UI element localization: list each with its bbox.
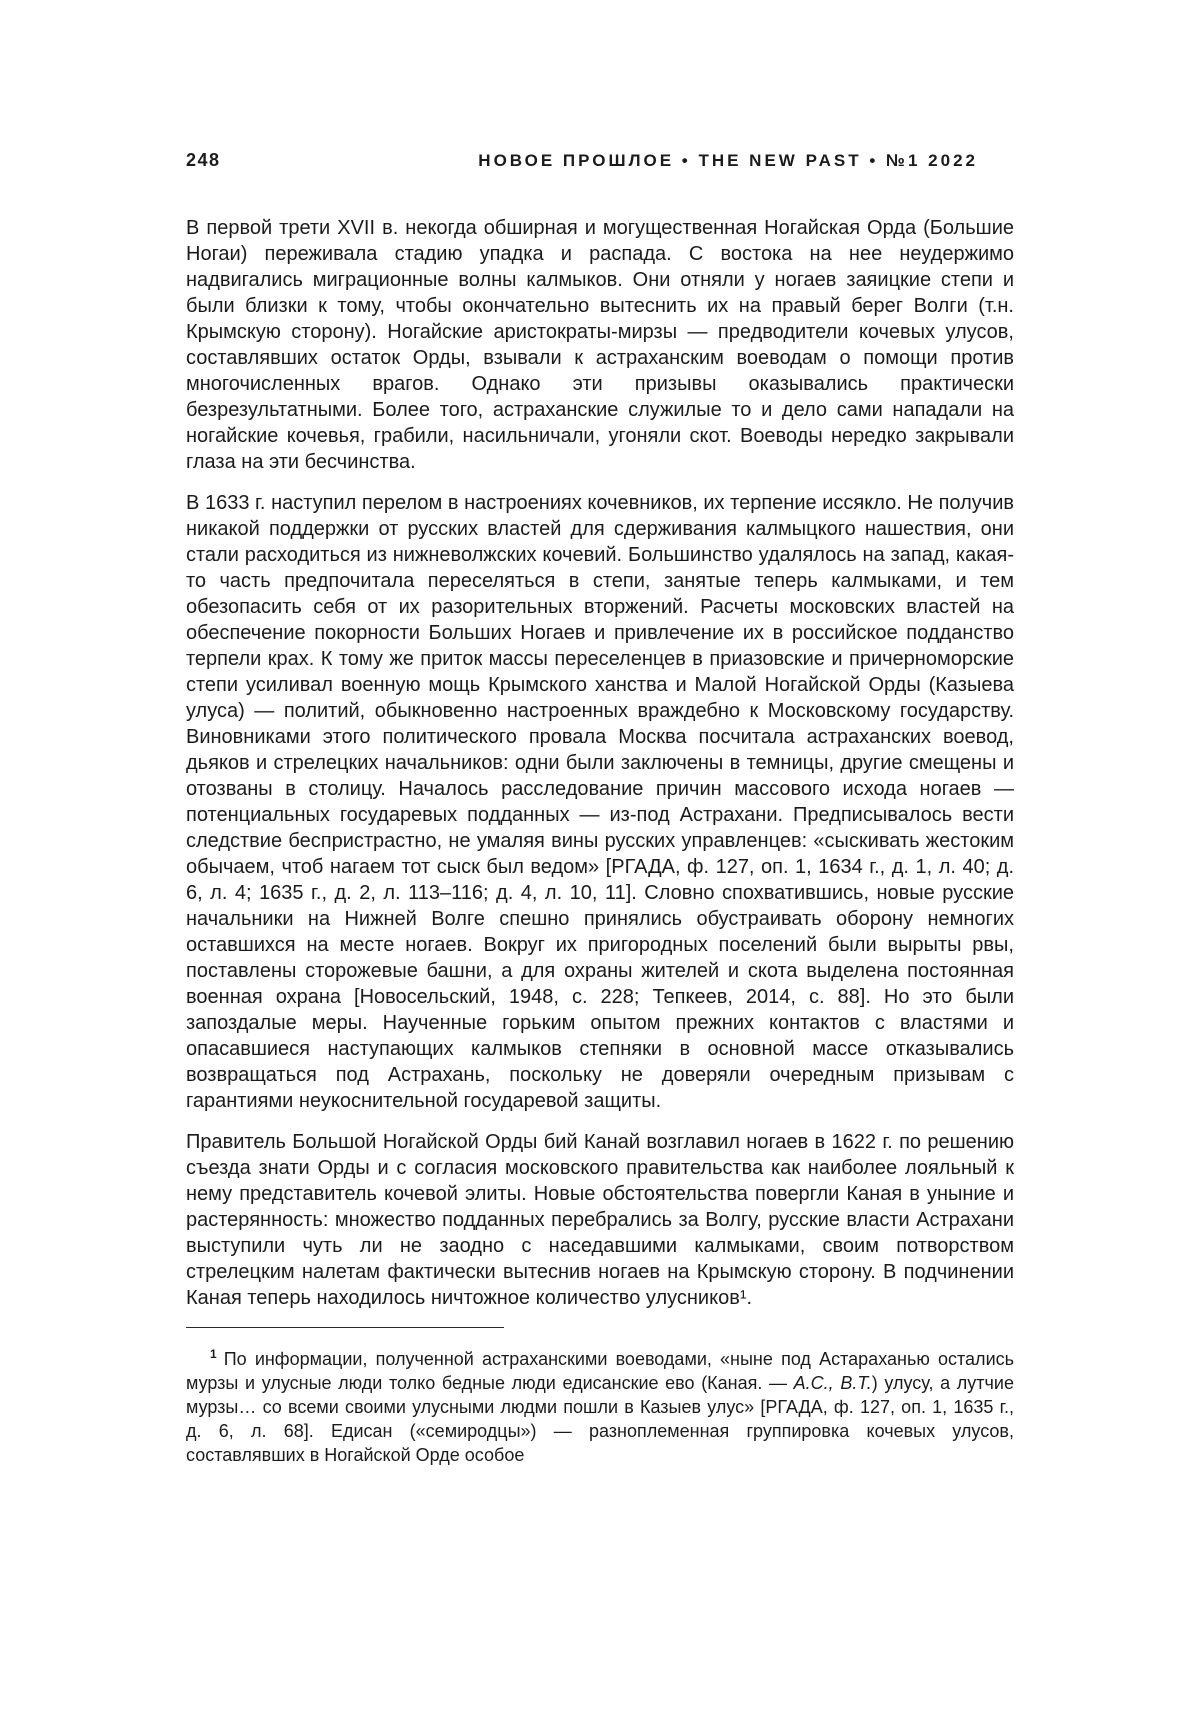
body-paragraph-1: В первой трети XVII в. некогда обширная и могущественная Ногайская Орда (Большие Ногаи) переживала стадию упадка и распада. С востока на нее неудержимо надвигались миграционные волны калмыков. Они отняли у ногаев заяицкие степи и были близки к тому, чтобы окончательно вытеснить их на правый берег Волги (т.н. Крымскую сторону). Ногайские аристократы-мирзы — предводители кочевых улусов, составлявших остаток Орды, взывали к астраханским воеводам о помощи против многочисленных врагов. Однако эти призывы оказывались практически безрезультатными. Более того, астраханские служилые то и дело сами нападали на ногайские кочевья, грабили, насильничали, угоняли скот. Воеводы нередко закрывали глаза на эти бесчинства. xyxy=(186,217,1014,473)
footnote-text: По информации, полученной астраханскими воеводами, «ныне под Астараханью остались мурзы и улусные люди толко бедные люди едисанские ево (Каная. xyxy=(186,1349,1014,1393)
body-paragraph-2: В 1633 г. наступил перелом в настроениях кочевников, их терпение иссякло. Не получив никакой поддержки от русских властей для сдерживания калмыцкого нашествия, они стали расходиться из нижневолжских кочевий. Большинство удалялось на запад, какая-то часть предпочитала переселяться в степи, занятые теперь калмыками, и тем обезопасить себя от их разорительных вторжений. Расчеты московских властей на обеспечение покорности Больших Ногаев и привлечение их в российское подданство терпели крах. К тому же приток массы переселенцев в приазовские и причерноморские степи усиливал военную мощь Крымского ханства и Малой Ногайской Орды (Казыева улуса) — политий, обыкновенно настроенных враждебно к Московскому государству. Виновниками этого политического провала Москва посчитала астраханских воевод, дьяков и стрелецких начальников: одни были заключены в темницы, другие смещены и отозваны в столицу. Началось расследование причин массового исхода ногаев — потенциальных государевых подданных — из-под Астрахани. Предписывалось вести следствие беспристрастно, не умаляя вины русских управленцев: «сыскивать жестоким обычаем, чтоб нагаем тот сыск был ведом» [РГАДА, ф. 127, оп. 1, 1634 г., д. 1, л. 40; д. 6, л. 4; 1635 г., д. 2, л. 113–116; д. 4, л. 10, 11]. Словно спохватившись, новые русские начальники на Нижней Волге спешно принялись обустраивать оборону немногих оставшихся на месте ногаев. Вокруг их пригородных поселений были вырыты рвы, поставлены сторожевые башни, а для охраны жителей и скота выделена постоянная военная охрана [Новосельский, 1948, с. 228; Тепкеев, 2014, с. 88]. Но это были запоздалые меры. Наученные горьким опытом прежних контактов с властями и опасавшиеся наступающих калмыков степняки в основной массе отказывались возвращаться под Астрахань, поскольку не доверяли очередным призывам с гарантиями неукоснительной государевой защиты. xyxy=(186,492,1014,1112)
footnote-marker: 1 xyxy=(210,1347,217,1361)
journal-running-title: НОВОЕ ПРОШЛОЕ • THE NEW PAST • №1 2022 xyxy=(478,151,978,170)
footnote-divider xyxy=(186,1327,504,1328)
page-header xyxy=(186,150,1014,171)
footnote xyxy=(186,1342,1014,1467)
article-body xyxy=(186,215,1014,1311)
footnote-editors-initials: — А.С., В.Т. xyxy=(769,1373,872,1393)
page-number: 248 xyxy=(186,150,221,170)
footnote-area xyxy=(186,1327,1014,1467)
body-paragraph-3: Правитель Большой Ногайской Орды бий Канай возглавил ногаев в 1622 г. по решению съезда знати Орды и с согласия московского правительства как наиболее лояльный к нему представитель кочевой элиты. Новые обстоятельства повергли Каная в уныние и растерянность: множество подданных перебрались за Волгу, русские власти Астрахани выступили чуть ли не заодно с наседавшими калмыками, своим потворством стрелецким налетам фактически вытеснив ногаев на Крымскую сторону. В подчинении Каная теперь находилось ничтожное количество улусников¹. xyxy=(186,1131,1014,1309)
footnote-text-continued: ) улусу, а лутчие мурзы… со всеми своими улусными людми пошли в Казыев улус» [РГАДА, ф. 127, оп. 1, 1635 г., д. 6, л. 68]. Едисан («семиродцы») — разноплеменная группировка кочевых улусов, составлявших в Ногайской Орде особое xyxy=(186,1373,1014,1465)
